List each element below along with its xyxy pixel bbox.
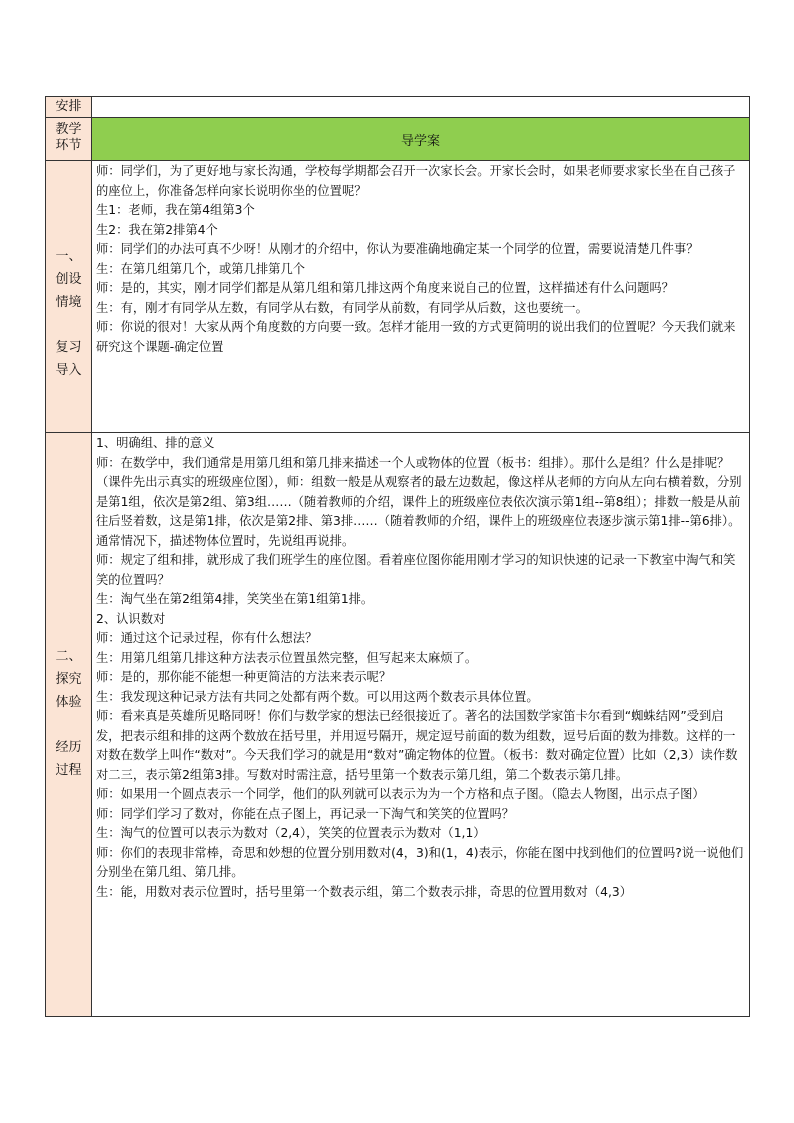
dialogue-line: 师：规定了组和排，就形成了我们班学生的座位图。看着座位图你能用刚才学习的知识快速的记录一下教室中淘气和笑笑的位置吗？ <box>96 553 736 587</box>
stage1-label-cell <box>46 161 92 433</box>
dialogue-line: 师：你们的表现非常棒，奇思和妙想的位置分别用数对(4，3)和(1，4)表示，你能在图中找到他们的位置吗?说一说他们分别坐在第几组、第几排。 <box>96 845 744 879</box>
dialogue-line: 生：用第几组第几排这种方法表示位置虽然完整，但写起来太麻烦了。 <box>96 650 478 665</box>
dialogue-line: 生：能，用数对表示位置时，括号里第一个数表示组，第二个数表示排，奇思的位置用数对（4,3） <box>96 884 633 899</box>
stage2-label-experience: 体验 <box>55 695 82 710</box>
dialogue-line: 生2：我在第2排第4个 <box>96 222 218 237</box>
stage-header-line2: 环节 <box>55 138 82 153</box>
dialogue-line: 师：同学们，为了更好地与家长沟通，学校每学期都会召开一次家长会。开家长会时，如果老师要求家长坐在自己孩子的座位上，你准备怎样向家长说明你坐的位置呢？ <box>96 164 736 198</box>
arrangement-value <box>92 97 750 118</box>
stage1-label-situation: 情境 <box>55 295 82 310</box>
stage2-label-cell <box>46 433 92 1017</box>
section-heading: 2、认识数对 <box>96 611 166 626</box>
dialogue-line: 师：你说的很对！大家从两个角度数的方向要一致。怎样才能用一致的方式更简明的说出我们的位置呢？今天我们就来研究这个课题-确定位置 <box>96 320 736 354</box>
stage-header-line1: 教学 <box>55 122 82 137</box>
guide-case-header: 导学案 <box>92 118 750 161</box>
arrangement-row <box>46 97 750 118</box>
dialogue-line: 生：淘气的位置可以表示为数对（2,4），笑笑的位置表示为数对（1,1） <box>96 826 486 840</box>
stage1-label-number: 一、 <box>55 249 82 264</box>
dialogue-line: 生：有，刚才有同学从左数，有同学从右数，有同学从前数，有同学从后数，这也要统一。 <box>96 300 588 315</box>
stage1-label-create: 创设 <box>55 272 82 287</box>
arrangement-label: 安排 <box>46 97 92 118</box>
stage2-label-number: 二、 <box>55 649 82 664</box>
dialogue-line: 师：同学们学习了数对，你能在点子图上，再记录一下淘气和笑笑的位置吗？ <box>96 806 515 821</box>
stage2-content <box>92 433 750 1017</box>
dialogue-line: 师：在数学中，我们通常是用第几组和第几排来描述一个人或物体的位置（板书：组排）。那什么是组？什么是排呢？ <box>96 455 730 470</box>
dialogue-line: （课件先出示真实的班级座位图），师：组数一般是从观察者的最左边数起，像这样从老师的方向从左向右横着数，分别是第1组，依次是第2组、第3组……（随着教师的介绍，课件上的班级座位表依次演示第1组--第8组）；排数一般是从前往后竖着数，这是第1排，依次是第2排、第3排……（随着教师的介绍，课件上的班级座位表逐步演示第1排--第6排）。通常情况下，描述物体位置时，先说组再说排。 <box>96 475 742 548</box>
stage2-row <box>46 433 750 1017</box>
header-row <box>46 118 750 161</box>
stage-header-cell <box>46 118 92 161</box>
stage2-label-process: 过程 <box>55 763 82 778</box>
dialogue-line: 师：是的，其实，刚才同学们都是从第几组和第几排这两个角度来说自己的位置，这样描述有什么问题吗？ <box>96 281 674 295</box>
stage1-label-review: 复习 <box>55 340 82 355</box>
stage1-row <box>46 161 750 433</box>
dialogue-line: 生：淘气坐在第2组第4排，笑笑坐在第1组第1排。 <box>96 592 374 606</box>
stage1-label-intro: 导入 <box>55 363 82 378</box>
dialogue-line: 师：是的，那你能不能想一种更简洁的方法来表示呢？ <box>96 670 392 684</box>
dialogue-line: 师：通过这个记录过程，你有什么想法？ <box>96 631 318 645</box>
dialogue-line: 师：如果用一个圆点表示一个同学，他们的队列就可以表示为为一个方格和点子图。（隐去人物图，出示点子图） <box>96 787 705 801</box>
stage2-label-undergo: 经历 <box>55 740 82 755</box>
dialogue-line: 师：看来真是英雄所见略同呀！你们与数学家的想法已经很接近了。著名的法国数学家笛卡尔看到“蜘蛛结网”受到启发，把表示组和排的这两个数放在括号里，并用逗号隔开，规定逗号前面的数为组数，逗号后面的数为排数。这样的一对数在数学上叫作“数对”。今天我们学习的就是用“数对”确定物体的位置。（板书：数对确定位置）比如（2,3）读作数对二三，表示第2组第3排。写数对时需注意，括号里第一个数表示第几组，第二个数表示第几排。 <box>96 709 738 782</box>
lesson-plan-table <box>45 96 750 1017</box>
section-heading: 1、明确组、排的意义 <box>96 436 215 450</box>
dialogue-line: 师：同学们的办法可真不少呀！从刚才的介绍中，你认为要准确地确定某一个同学的位置，需要说清楚几件事？ <box>96 242 699 256</box>
stage2-label-explore: 探究 <box>55 672 82 687</box>
dialogue-line: 生1：老师，我在第4组第3个 <box>96 203 255 217</box>
stage1-content <box>92 161 750 433</box>
dialogue-line: 生：在第几组第几个，或第几排第几个 <box>96 261 306 276</box>
dialogue-line: 生：我发现这种记录方法有共同之处都有两个数。可以用这两个数表示具体位置。 <box>96 689 539 704</box>
